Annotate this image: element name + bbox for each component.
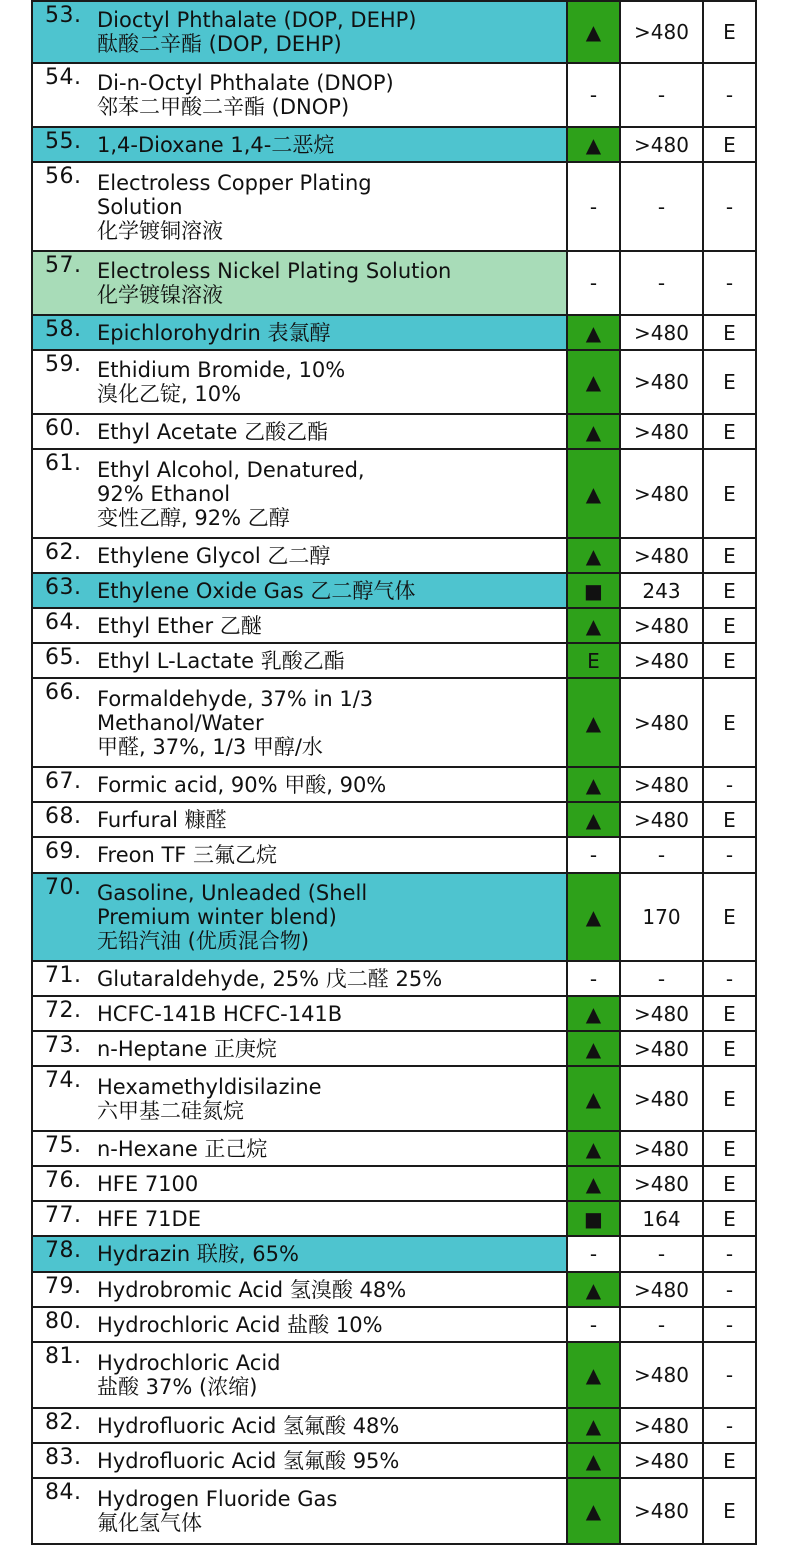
chemical-name-cell <box>32 1166 567 1201</box>
row-number: 64. <box>45 610 82 635</box>
chemical-name-line: Hydrofluoric Acid 氢氟酸 48% <box>97 1413 400 1438</box>
breakthrough-time-cell: >480 <box>620 414 703 449</box>
chemical-name-cell <box>32 1131 567 1166</box>
chemical-name <box>97 1172 562 1196</box>
chemical-name <box>97 967 562 991</box>
row-number: 59. <box>45 352 82 377</box>
rating-cell: ■ <box>567 1201 620 1236</box>
rating-cell: - <box>567 1307 620 1342</box>
table-row <box>32 350 756 414</box>
breakthrough-time-cell: >480 <box>620 1 703 63</box>
rating-cell: - <box>567 1236 620 1272</box>
breakthrough-time-cell: >480 <box>620 538 703 573</box>
rating-cell: ▲ <box>567 315 620 350</box>
chemical-name-cell <box>32 1408 567 1443</box>
rating-cell: ▲ <box>567 350 620 414</box>
chemical-name <box>97 259 562 307</box>
chemical-name-line: Furfural 糠醛 <box>97 807 227 832</box>
row-number: 65. <box>45 645 82 670</box>
breakthrough-time-cell: >480 <box>620 767 703 802</box>
chemical-name-line: Ethyl Ether 乙醚 <box>97 613 262 638</box>
degradation-cell: E <box>703 350 756 414</box>
chemical-name-cell <box>32 678 567 767</box>
rating-cell: ▲ <box>567 608 620 643</box>
chemical-name-line: Hydrogen Fluoride Gas <box>97 1487 338 1511</box>
degradation-cell: - <box>703 1307 756 1342</box>
chemical-name <box>97 579 562 603</box>
degradation-cell: E <box>703 873 756 961</box>
row-number: 67. <box>45 769 82 794</box>
row-number: 54. <box>45 65 82 90</box>
table-row <box>32 678 756 767</box>
breakthrough-time-cell: - <box>620 251 703 315</box>
chemical-name-line: Hydrochloric Acid 盐酸 10% <box>97 1312 383 1337</box>
table-row <box>32 1031 756 1066</box>
row-number: 82. <box>45 1410 82 1435</box>
chemical-name-line: Hexamethyldisilazine <box>97 1074 322 1099</box>
chemical-name-line: 无铅汽油 (优质混合物) <box>97 929 310 953</box>
chemical-name-line: Ethylene Oxide Gas 乙二醇气体 <box>97 578 416 603</box>
chemical-name-cell <box>32 1031 567 1066</box>
chemical-name-cell <box>32 449 567 538</box>
chemical-name-line: n-Heptane 正庚烷 <box>97 1036 277 1061</box>
table-row <box>32 1066 756 1131</box>
breakthrough-time-cell: >480 <box>620 802 703 837</box>
chemical-name <box>97 8 562 56</box>
breakthrough-time-cell: 164 <box>620 1201 703 1236</box>
chemical-name <box>97 687 562 759</box>
degradation-cell: E <box>703 573 756 608</box>
chemical-name-line: Ethidium Bromide, 10% <box>97 358 346 382</box>
degradation-cell: E <box>703 538 756 573</box>
degradation-cell: E <box>703 996 756 1031</box>
chemical-name-line: Premium winter blend) <box>97 905 337 929</box>
chemical-name-cell <box>32 643 567 678</box>
table-row <box>32 1131 756 1166</box>
chemical-name <box>97 1313 562 1337</box>
chemical-name <box>97 420 562 444</box>
chemical-name <box>97 1449 562 1473</box>
chemical-name-cell <box>32 414 567 449</box>
row-number: 78. <box>45 1238 82 1263</box>
chemical-name-line: Formaldehyde, 37% in 1/3 <box>97 686 374 711</box>
degradation-cell: - <box>703 1272 756 1307</box>
rating-cell: - <box>567 961 620 996</box>
chemical-name-line: 化学镀镍溶液 <box>97 283 223 307</box>
rating-cell: - <box>567 162 620 251</box>
breakthrough-time-cell: - <box>620 961 703 996</box>
chemical-name-cell <box>32 127 567 162</box>
breakthrough-time-cell: >480 <box>620 1066 703 1131</box>
table-row <box>32 837 756 873</box>
chemical-name <box>97 71 562 119</box>
rating-cell: ▲ <box>567 1031 620 1066</box>
chemical-name-line: Electroless Nickel Plating Solution <box>97 259 452 283</box>
rating-cell: - <box>567 251 620 315</box>
row-number: 61. <box>45 451 82 476</box>
chemical-name <box>97 133 562 157</box>
breakthrough-time-cell: >480 <box>620 1408 703 1443</box>
breakthrough-time-cell: >480 <box>620 608 703 643</box>
degradation-cell: - <box>703 837 756 873</box>
degradation-cell: E <box>703 449 756 538</box>
chemical-name-cell <box>32 1201 567 1236</box>
chemical-name <box>97 171 562 243</box>
table-row <box>32 1307 756 1342</box>
table-row <box>32 1272 756 1307</box>
degradation-cell: E <box>703 1166 756 1201</box>
table-row <box>32 996 756 1031</box>
chemical-name-line: 92% Ethanol <box>97 481 231 506</box>
row-number: 55. <box>45 129 82 154</box>
table-row <box>32 1478 756 1544</box>
table-row <box>32 1443 756 1478</box>
chemical-name-cell <box>32 1342 567 1408</box>
chemical-name-line: HCFC-141B HCFC-141B <box>97 1001 343 1026</box>
table-row <box>32 414 756 449</box>
breakthrough-time-cell: >480 <box>620 315 703 350</box>
chemical-name <box>97 1278 562 1302</box>
degradation-cell: - <box>703 162 756 251</box>
table-row <box>32 873 756 961</box>
chemical-name <box>97 881 562 953</box>
table-row <box>32 251 756 315</box>
table-row <box>32 63 756 127</box>
rating-cell: ▲ <box>567 1 620 63</box>
degradation-cell: E <box>703 678 756 767</box>
chemical-name-line: 变性乙醇, 92% 乙醇 <box>97 505 290 530</box>
table-row <box>32 961 756 996</box>
chemical-name <box>97 614 562 638</box>
row-number: 73. <box>45 1033 82 1058</box>
row-number: 63. <box>45 575 82 600</box>
row-number: 77. <box>45 1203 82 1228</box>
chemical-name-line: 酞酸二辛酯 (DOP, DEHP) <box>97 32 342 56</box>
table-row <box>32 538 756 573</box>
table-row <box>32 1 756 63</box>
chemical-name-line: 1,4-Dioxane 1,4-二恶烷 <box>97 132 335 157</box>
chemical-name-line: n-Hexane 正己烷 <box>97 1136 268 1161</box>
row-number: 75. <box>45 1133 82 1158</box>
chemical-name-cell <box>32 608 567 643</box>
table-row <box>32 1236 756 1272</box>
chemical-name <box>97 1075 562 1123</box>
chemical-name <box>97 321 562 345</box>
row-number: 56. <box>45 164 82 189</box>
degradation-cell: E <box>703 127 756 162</box>
rating-cell: ▲ <box>567 1272 620 1307</box>
table-row <box>32 643 756 678</box>
chemical-name-line: Gasoline, Unleaded (Shell <box>97 881 368 905</box>
chemical-name-line: 六甲基二硅氮烷 <box>97 1098 244 1123</box>
breakthrough-time-cell: >480 <box>620 1166 703 1201</box>
breakthrough-time-cell: >480 <box>620 1272 703 1307</box>
table-row <box>32 1201 756 1236</box>
degradation-cell: E <box>703 608 756 643</box>
rating-cell: ▲ <box>567 127 620 162</box>
rating-cell: ▲ <box>567 1342 620 1408</box>
degradation-cell: E <box>703 414 756 449</box>
degradation-cell: - <box>703 251 756 315</box>
chemical-name-cell <box>32 315 567 350</box>
chemical-name-cell <box>32 162 567 251</box>
row-number: 79. <box>45 1274 82 1299</box>
breakthrough-time-cell: 243 <box>620 573 703 608</box>
chemical-name-cell <box>32 538 567 573</box>
chemical-name-line: Methanol/Water <box>97 710 264 735</box>
chemical-name-cell <box>32 802 567 837</box>
degradation-cell: - <box>703 63 756 127</box>
chemical-name <box>97 458 562 530</box>
breakthrough-time-cell: - <box>620 162 703 251</box>
row-number: 70. <box>45 875 82 900</box>
rating-cell: - <box>567 837 620 873</box>
breakthrough-time-cell: - <box>620 63 703 127</box>
row-number: 81. <box>45 1344 82 1369</box>
degradation-cell: E <box>703 1066 756 1131</box>
breakthrough-time-cell: >480 <box>620 1031 703 1066</box>
chemical-name-line: Epichlorohydrin 表氯醇 <box>97 320 331 345</box>
breakthrough-time-cell: >480 <box>620 449 703 538</box>
breakthrough-time-cell: >480 <box>620 1478 703 1544</box>
degradation-cell: - <box>703 767 756 802</box>
rating-cell: - <box>567 63 620 127</box>
chemical-name-cell <box>32 1 567 63</box>
chemical-name <box>97 1242 562 1266</box>
row-number: 66. <box>45 680 82 705</box>
table-row <box>32 315 756 350</box>
chemical-name-cell <box>32 961 567 996</box>
rating-cell: ▲ <box>567 767 620 802</box>
row-number: 76. <box>45 1168 82 1193</box>
chemical-name-line: Glutaraldehyde, 25% 戊二醛 25% <box>97 966 443 991</box>
row-number: 58. <box>45 317 82 342</box>
breakthrough-time-cell: >480 <box>620 127 703 162</box>
chemical-name-line: 盐酸 37% (浓缩) <box>97 1375 258 1399</box>
row-number: 80. <box>45 1309 82 1334</box>
rating-cell: ▲ <box>567 1443 620 1478</box>
chemical-name-cell <box>32 1443 567 1478</box>
chemical-name-line: Hydrobromic Acid 氢溴酸 48% <box>97 1277 407 1302</box>
table-row <box>32 608 756 643</box>
breakthrough-time-cell: - <box>620 837 703 873</box>
row-number: 68. <box>45 804 82 829</box>
rating-cell: ▲ <box>567 996 620 1031</box>
chemical-name-line: 溴化乙锭, 10% <box>97 382 242 406</box>
chemical-name-line: Ethyl L-Lactate 乳酸乙酯 <box>97 648 345 673</box>
chemical-name-cell <box>32 767 567 802</box>
chemical-name-cell <box>32 573 567 608</box>
chemical-name <box>97 1414 562 1438</box>
breakthrough-time-cell: >480 <box>620 1443 703 1478</box>
rating-cell: ▲ <box>567 1131 620 1166</box>
table-body <box>32 1 756 1544</box>
rating-cell: E <box>567 643 620 678</box>
degradation-cell: E <box>703 1 756 63</box>
chemical-name-line: Hydrazin 联胺, 65% <box>97 1242 299 1266</box>
degradation-cell: E <box>703 802 756 837</box>
degradation-cell: E <box>703 1443 756 1478</box>
breakthrough-time-cell: - <box>620 1236 703 1272</box>
table-row <box>32 1408 756 1443</box>
chemical-name <box>97 1207 562 1231</box>
table-row <box>32 1166 756 1201</box>
table-row <box>32 573 756 608</box>
breakthrough-time-cell: >480 <box>620 643 703 678</box>
rating-cell: ▲ <box>567 1066 620 1131</box>
chemical-name-line: 甲醛, 37%, 1/3 甲醇/水 <box>97 734 323 759</box>
degradation-cell: - <box>703 1342 756 1408</box>
chemical-name-cell <box>32 1066 567 1131</box>
rating-cell: ▲ <box>567 802 620 837</box>
chemical-name-line: 氟化氢气体 <box>97 1511 202 1535</box>
chemical-name-line: Freon TF 三氟乙烷 <box>97 843 278 867</box>
degradation-cell: E <box>703 1031 756 1066</box>
row-number: 62. <box>45 540 82 565</box>
breakthrough-time-cell: 170 <box>620 873 703 961</box>
table-row <box>32 162 756 251</box>
chemical-name <box>97 1002 562 1026</box>
chemical-name-cell <box>32 1307 567 1342</box>
breakthrough-time-cell: >480 <box>620 1131 703 1166</box>
chemical-name <box>97 1487 562 1535</box>
chemical-name-line: Ethyl Alcohol, Denatured, <box>97 457 365 482</box>
degradation-cell: - <box>703 961 756 996</box>
degradation-cell: E <box>703 643 756 678</box>
row-number: 84. <box>45 1480 82 1505</box>
row-number: 69. <box>45 839 82 864</box>
breakthrough-time-cell: >480 <box>620 1342 703 1408</box>
breakthrough-time-cell: - <box>620 1307 703 1342</box>
breakthrough-time-cell: >480 <box>620 678 703 767</box>
degradation-cell: E <box>703 1131 756 1166</box>
table-row <box>32 127 756 162</box>
chemical-name <box>97 773 562 797</box>
chemical-name-line: Electroless Copper Plating <box>97 170 372 195</box>
chemical-name-cell <box>32 837 567 873</box>
row-number: 74. <box>45 1068 82 1093</box>
rating-cell: ▲ <box>567 449 620 538</box>
table-row <box>32 802 756 837</box>
chemical-name-line: Ethyl Acetate 乙酸乙酯 <box>97 419 329 444</box>
table-row <box>32 449 756 538</box>
chemical-name-line: Formic acid, 90% 甲酸, 90% <box>97 772 387 797</box>
rating-cell: ▲ <box>567 414 620 449</box>
chemical-name-line: Ethylene Glycol 乙二醇 <box>97 543 331 568</box>
breakthrough-time-cell: >480 <box>620 996 703 1031</box>
row-number: 72. <box>45 998 82 1023</box>
chemical-name-line: Dioctyl Phthalate (DOP, DEHP) <box>97 8 417 32</box>
chemical-name-line: 邻苯二甲酸二辛酯 (DNOP) <box>97 95 350 119</box>
degradation-cell: E <box>703 1201 756 1236</box>
rating-cell: ▲ <box>567 1408 620 1443</box>
rating-cell: ▲ <box>567 678 620 767</box>
degradation-cell: - <box>703 1236 756 1272</box>
table-row <box>32 767 756 802</box>
chemical-name-cell <box>32 1478 567 1544</box>
row-number: 71. <box>45 963 82 988</box>
degradation-cell: E <box>703 1478 756 1544</box>
chemical-name <box>97 358 562 406</box>
row-number: 60. <box>45 416 82 441</box>
chemical-name-line: HFE 7100 <box>97 1171 199 1196</box>
chemical-name <box>97 649 562 673</box>
table-row <box>32 1342 756 1408</box>
chemical-name-line: HFE 71DE <box>97 1206 201 1231</box>
chemical-name <box>97 1037 562 1061</box>
row-number: 53. <box>45 3 82 28</box>
breakthrough-time-cell: >480 <box>620 350 703 414</box>
chemical-name-cell <box>32 63 567 127</box>
chemical-name-line: Hydrochloric Acid <box>97 1351 281 1375</box>
row-number: 83. <box>45 1445 82 1470</box>
rating-cell: ▲ <box>567 1166 620 1201</box>
rating-cell: ▲ <box>567 538 620 573</box>
chemical-name <box>97 1351 562 1399</box>
rating-cell: ▲ <box>567 1478 620 1544</box>
chemical-name <box>97 808 562 832</box>
row-number: 57. <box>45 253 82 278</box>
chemical-resistance-table <box>31 0 757 1545</box>
chemical-name <box>97 1137 562 1161</box>
chemical-name-cell <box>32 873 567 961</box>
chemical-name-cell <box>32 350 567 414</box>
chemical-name-line: Di-n-Octyl Phthalate (DNOP) <box>97 71 394 95</box>
rating-cell: ▲ <box>567 873 620 961</box>
degradation-cell: - <box>703 1408 756 1443</box>
chemical-name-line: Solution <box>97 194 183 219</box>
chemical-name-cell <box>32 1236 567 1272</box>
chemical-name-line: Hydrofluoric Acid 氢氟酸 95% <box>97 1448 400 1473</box>
chemical-name-cell <box>32 251 567 315</box>
chemical-name-cell <box>32 996 567 1031</box>
rating-cell: ■ <box>567 573 620 608</box>
chemical-name-cell <box>32 1272 567 1307</box>
chemical-name <box>97 843 562 867</box>
degradation-cell: E <box>703 315 756 350</box>
chemical-name <box>97 544 562 568</box>
chemical-name-line: 化学镀铜溶液 <box>97 218 223 243</box>
